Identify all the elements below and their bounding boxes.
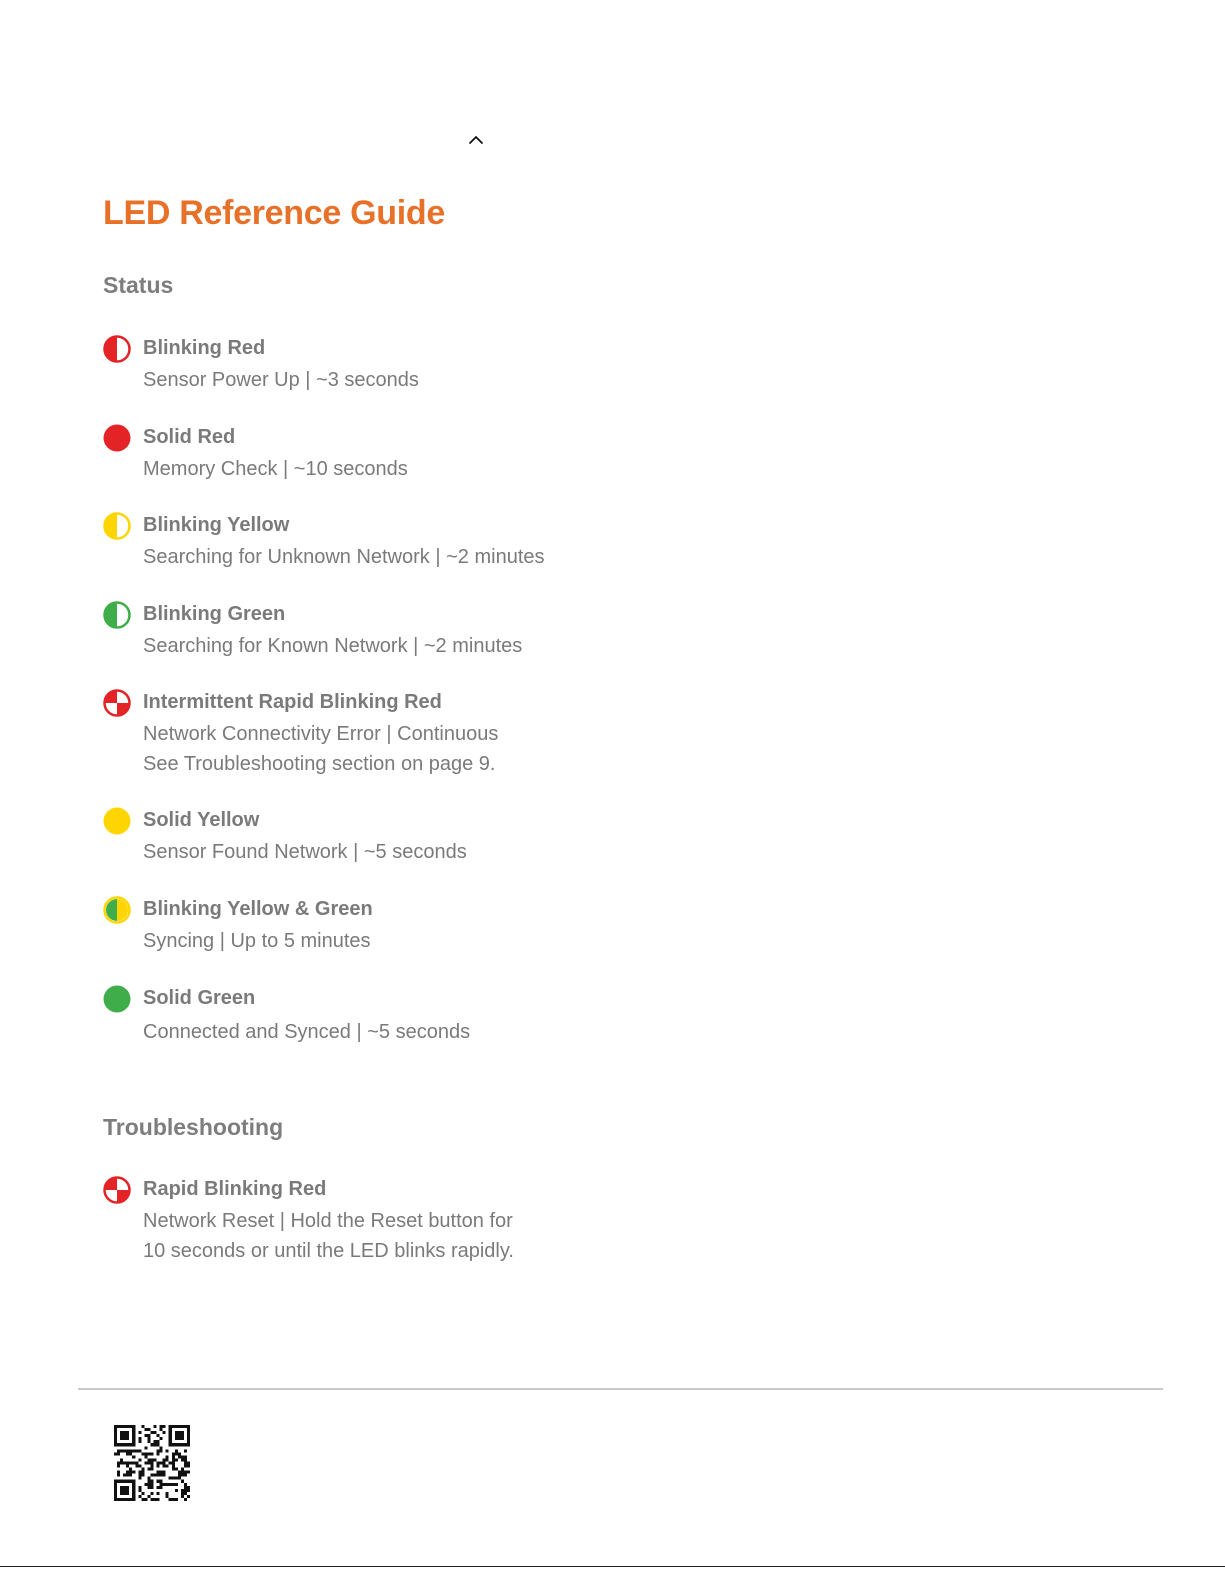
led-description-line: Network Connectivity Error | Continuous: [143, 723, 499, 745]
led-description: [143, 542, 545, 572]
led-description-line: Searching for Unknown Network | ~2 minutes: [143, 546, 545, 568]
page-bottom-border: [0, 1566, 1225, 1567]
led-description-line: Sensor Found Network | ~5 seconds: [143, 841, 467, 863]
led-description: [143, 837, 467, 867]
led-title: Blinking Yellow: [143, 514, 290, 536]
half-green-icon: [103, 601, 131, 629]
half-red-icon: [103, 335, 131, 363]
led-title: Blinking Red: [143, 337, 266, 359]
troubleshooting-heading: Troubleshooting: [103, 1114, 284, 1140]
half-yellow-icon: [103, 512, 131, 540]
status-heading: Status: [103, 272, 174, 298]
quarter-red-icon: [103, 1176, 131, 1204]
led-description: [143, 631, 522, 661]
solid-red-icon: [103, 424, 131, 452]
led-description-line: Memory Check | ~10 seconds: [143, 458, 408, 480]
led-title: Rapid Blinking Red: [143, 1178, 327, 1200]
led-title: Blinking Green: [143, 603, 286, 625]
yellow-green-icon: [103, 896, 131, 924]
led-description: [143, 926, 371, 956]
solid-green-icon: [103, 985, 131, 1013]
led-title: Intermittent Rapid Blinking Red: [143, 691, 442, 713]
led-description: [143, 1206, 514, 1266]
led-description-line: Connected and Synced | ~5 seconds: [143, 1021, 471, 1043]
qr-code-icon: [114, 1425, 190, 1501]
led-description-line: Network Reset | Hold the Reset button for: [143, 1210, 513, 1232]
led-description: [143, 719, 498, 779]
led-title: Solid Yellow: [143, 809, 260, 831]
caret-up-icon: [468, 134, 484, 146]
led-title: Solid Green: [143, 987, 256, 1009]
led-description-line: Syncing | Up to 5 minutes: [143, 930, 371, 952]
solid-yellow-icon: [103, 807, 131, 835]
led-description-line: Searching for Known Network | ~2 minutes: [143, 635, 523, 657]
led-description: [143, 454, 408, 484]
led-title: Solid Red: [143, 426, 236, 448]
led-description-line: 10 seconds or until the LED blinks rapidly.: [143, 1240, 514, 1262]
led-description: [143, 365, 419, 395]
led-description: [143, 1017, 470, 1047]
led-description-line: Sensor Power Up | ~3 seconds: [143, 369, 419, 391]
led-description-line: See Troubleshooting section on page 9.: [143, 753, 496, 775]
led-title: Blinking Yellow & Green: [143, 898, 373, 920]
footer-divider: [78, 1388, 1163, 1390]
page-title: LED Reference Guide: [103, 194, 445, 232]
quarter-red-icon: [103, 689, 131, 717]
